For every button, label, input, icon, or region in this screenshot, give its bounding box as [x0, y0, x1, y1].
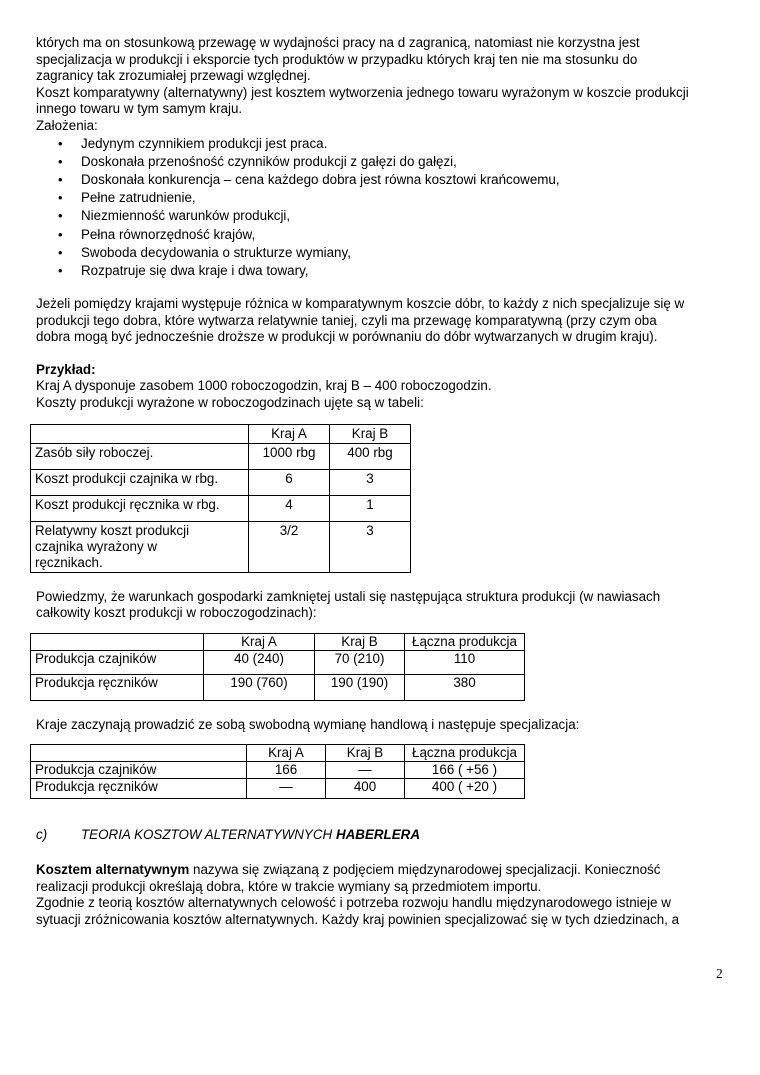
table-cell: Kraj A — [249, 424, 330, 443]
table-cell: Koszt produkcji czajnika w rbg. — [31, 469, 249, 495]
text-line: nazywa się związaną z podjęciem międzynarodowej specjalizacji. Konieczność — [189, 862, 661, 877]
table-cell: Kraj A — [247, 745, 326, 762]
document-page — [36, 35, 726, 928]
kraje-line: Kraje zaczynają prowadzić ze sobą swobodną wymianę handlową i następuje specjalizacja: — [36, 716, 580, 732]
list-item: • Niezmienność warunków produkcji, — [58, 207, 726, 225]
table-cell: 3/2 — [249, 521, 330, 572]
closed-economy-table — [30, 633, 525, 701]
text-line: całkowity koszt produkcji w roboczogodzinach): — [36, 605, 317, 621]
table-row — [31, 762, 525, 779]
text-line: specjalizacja w produkcji i eksporcie tych produktów w przypadku których kraj ten nie ma stosunku do — [36, 51, 638, 67]
list-item: • Rozpatruje się dwa kraje i dwa towary, — [58, 262, 726, 280]
section-heading — [36, 827, 726, 844]
table-cell: 380 — [405, 674, 525, 700]
table-cell: Produkcja ręczników — [31, 779, 247, 799]
final-paragraph — [36, 862, 726, 928]
table-cell: Produkcja ręczników — [31, 674, 204, 700]
table-cell: 6 — [249, 469, 330, 495]
list-item: • Doskonała konkurencja – cena każdego dobra jest równa kosztowi krańcowemu, — [58, 171, 726, 189]
przyklad-heading: Przykład: — [36, 361, 96, 377]
table-cell: Koszt produkcji ręcznika w rbg. — [31, 495, 249, 521]
table-cell: — — [247, 779, 326, 799]
powiedzmy-paragraph — [36, 589, 726, 622]
text-line: produkcji tego dobra, które wytwarza relatywnie taniej, czyli ma przewagę komparatywną (przy czym oba — [36, 312, 657, 328]
table-cell: 166 ( +56 ) — [405, 762, 525, 779]
table-header-row — [31, 633, 525, 650]
table-cell — [31, 424, 249, 443]
list-item: • Jedynym czynnikiem produkcji jest praca. — [58, 135, 726, 153]
table-cell: Kraj B — [330, 424, 411, 443]
section-title — [81, 827, 420, 844]
table-row — [31, 521, 411, 572]
list-item: • Pełne zatrudnienie, — [58, 189, 726, 207]
term-bold: Kosztem alternatywnym — [36, 862, 190, 877]
specialization-table — [30, 744, 525, 799]
table-row — [31, 495, 411, 521]
list-item: • Pełna równorzędność krajów, — [58, 226, 726, 244]
table-cell: Kraj B — [326, 745, 405, 762]
text-line: Kraj A dysponuje zasobem 1000 roboczogodzin, kraj B – 400 roboczogodzin. — [36, 378, 492, 394]
section-title-text: TEORIA KOSZTOW ALTERNATYWNYCH — [81, 827, 336, 843]
table-cell: 400 ( +20 ) — [405, 779, 525, 799]
intro-paragraph — [36, 35, 726, 85]
table-cell: 400 rbg — [330, 443, 411, 469]
koszt-paragraph — [36, 85, 726, 118]
table-row — [31, 469, 411, 495]
assumptions-list — [36, 135, 726, 281]
table-header-row — [31, 424, 411, 443]
table-cell: Kraj A — [204, 633, 315, 650]
text-line: realizacji produkcji określają dobra, które w trakcie wymiany są przedmiotem importu. — [36, 878, 542, 894]
cost-table — [30, 424, 411, 573]
jezeli-paragraph — [36, 296, 726, 346]
table-cell: 1000 rbg — [249, 443, 330, 469]
table-cell — [31, 745, 247, 762]
table-cell: Łączna produkcja — [405, 745, 525, 762]
table-cell: Kraj B — [315, 633, 405, 650]
text-line: innego towaru w tym samym kraju. — [36, 101, 243, 117]
text-line: Koszt komparatywny (alternatywny) jest kosztem wytworzenia jednego towaru wyrażonym w koszcie produkcji — [36, 84, 689, 100]
text-line: dobra mogą być jednocześnie droższe w produkcji w porównaniu do dóbr wytwarzanych w drugim kraju). — [36, 329, 658, 345]
table-row — [31, 443, 411, 469]
text-line: których ma on stosunkową przewagę w wydajności pracy na d zagranicą, natomiast nie korzystna jest — [36, 35, 640, 50]
list-item: • Doskonała przenośność czynników produkcji z gałęzi do gałęzi, — [58, 153, 726, 171]
zalozenia-label: Założenia: — [36, 117, 98, 133]
table-cell — [31, 633, 204, 650]
table-cell: Produkcja czajników — [31, 650, 204, 674]
text-line: zagranicy tak zrozumiałej przewagi względnej. — [36, 68, 311, 84]
text-line: Jeżeli pomiędzy krajami występuje różnica w komparatywnym koszcie dóbr, to każdy z nich specjalizuje się w — [36, 296, 685, 312]
text-line: Koszty produkcji wyrażone w roboczogodzinach ujęte są w tabeli: — [36, 395, 424, 411]
section-title-bold: HABERLERA — [335, 827, 421, 843]
table-cell: 166 — [247, 762, 326, 779]
table-cell: Produkcja czajników — [31, 762, 247, 779]
table-cell: Relatywny koszt produkcji czajnika wyrażony w ręcznikach. — [31, 521, 249, 572]
table-cell: 40 (240) — [204, 650, 315, 674]
table-cell: 70 (210) — [315, 650, 405, 674]
section-number: c) — [36, 827, 48, 843]
table-cell: 400 — [326, 779, 405, 799]
text-line: sytuacji zróżnicowania kosztów alternatywnych. Każdy kraj powinien specjalizować się w tych dziedzinach, a — [36, 911, 680, 927]
page-number: 2 — [716, 966, 723, 981]
table-cell: 3 — [330, 469, 411, 495]
table-cell: 3 — [330, 521, 411, 572]
table-cell: 110 — [405, 650, 525, 674]
table-header-row — [31, 745, 525, 762]
table-cell: Zasób siły roboczej. — [31, 443, 249, 469]
list-item: • Swoboda decydowania o strukturze wymiany, — [58, 244, 726, 262]
table-cell: 190 (190) — [315, 674, 405, 700]
text-line: Zgodnie z teorią kosztów alternatywnych celowość i potrzeba rozwoju handlu międzynarodowego istnieje w — [36, 895, 671, 911]
text-line: Powiedzmy, że warunkach gospodarki zamkniętej ustali się następująca struktura produkcji (w nawiasach — [36, 588, 661, 604]
przyklad-paragraph — [36, 378, 726, 411]
table-row — [31, 650, 525, 674]
table-row — [31, 779, 525, 799]
table-cell: — — [326, 762, 405, 779]
table-cell: 4 — [249, 495, 330, 521]
table-cell: 1 — [330, 495, 411, 521]
table-cell: 190 (760) — [204, 674, 315, 700]
table-cell: Łączna produkcja — [405, 633, 525, 650]
table-row — [31, 674, 525, 700]
